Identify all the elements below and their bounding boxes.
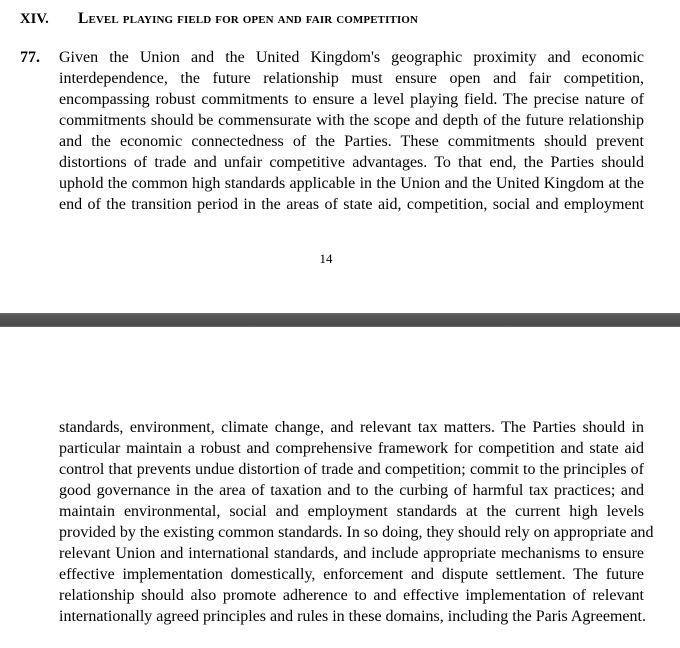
paragraph-line: relevant Union and international standards, and include appropriate mechanisms to ensure <box>59 545 644 562</box>
paragraph-line: good governance in the area of taxation and to the curbing of harmful tax practices; and <box>59 482 644 499</box>
paragraph-line: relationship should also promote adherence to and effective implementation of relevant <box>59 587 644 604</box>
paragraph-line: and the economic connectedness of the Parties. These commitments should prevent <box>59 133 644 150</box>
paragraph-line: provided by the existing common standards. In so doing, they should rely on appropriate and <box>59 524 654 541</box>
section-heading <box>20 10 418 28</box>
section-number: XIV. <box>20 11 49 27</box>
paragraph-line: maintain environmental, social and employment standards at the current high levels <box>59 503 644 520</box>
paragraph-number: 77. <box>20 49 40 66</box>
paragraph-line: standards, environment, climate change, and relevant tax matters. The Parties should in <box>59 419 644 436</box>
document-page-1 <box>0 0 680 313</box>
page-number: 14 <box>319 251 333 266</box>
paragraph-line: internationally agreed principles and rules in these domains, including the Paris Agreement. <box>59 608 646 625</box>
page-separator <box>0 313 680 327</box>
paragraph-line: encompassing robust commitments to ensure a level playing field. The precise nature of <box>59 91 644 108</box>
paragraph-line: end of the transition period in the areas of state aid, competition, social and employment <box>59 196 644 213</box>
paragraph-line: uphold the common high standards applicable in the Union and the United Kingdom at the <box>59 175 644 192</box>
paragraph-line: effective implementation domestically, enforcement and dispute settlement. The future <box>59 566 644 583</box>
document-page-2 <box>0 327 680 648</box>
paragraph-line: commitments should be commensurate with the scope and depth of the future relationship <box>59 112 644 129</box>
section-title: Level playing field for open and fair competition <box>78 10 419 27</box>
paragraph-line: control that prevents undue distortion of trade and competition; commit to the principles of <box>59 461 644 478</box>
paragraph-line: particular maintain a robust and comprehensive framework for competition and state aid <box>59 440 644 457</box>
paragraph-line: interdependence, the future relationship must ensure open and fair competition, <box>59 70 644 87</box>
paragraph-line: Given the Union and the United Kingdom's geographic proximity and economic <box>59 49 644 66</box>
paragraph-line: distortions of trade and unfair competitive advantages. To that end, the Parties should <box>59 154 644 171</box>
